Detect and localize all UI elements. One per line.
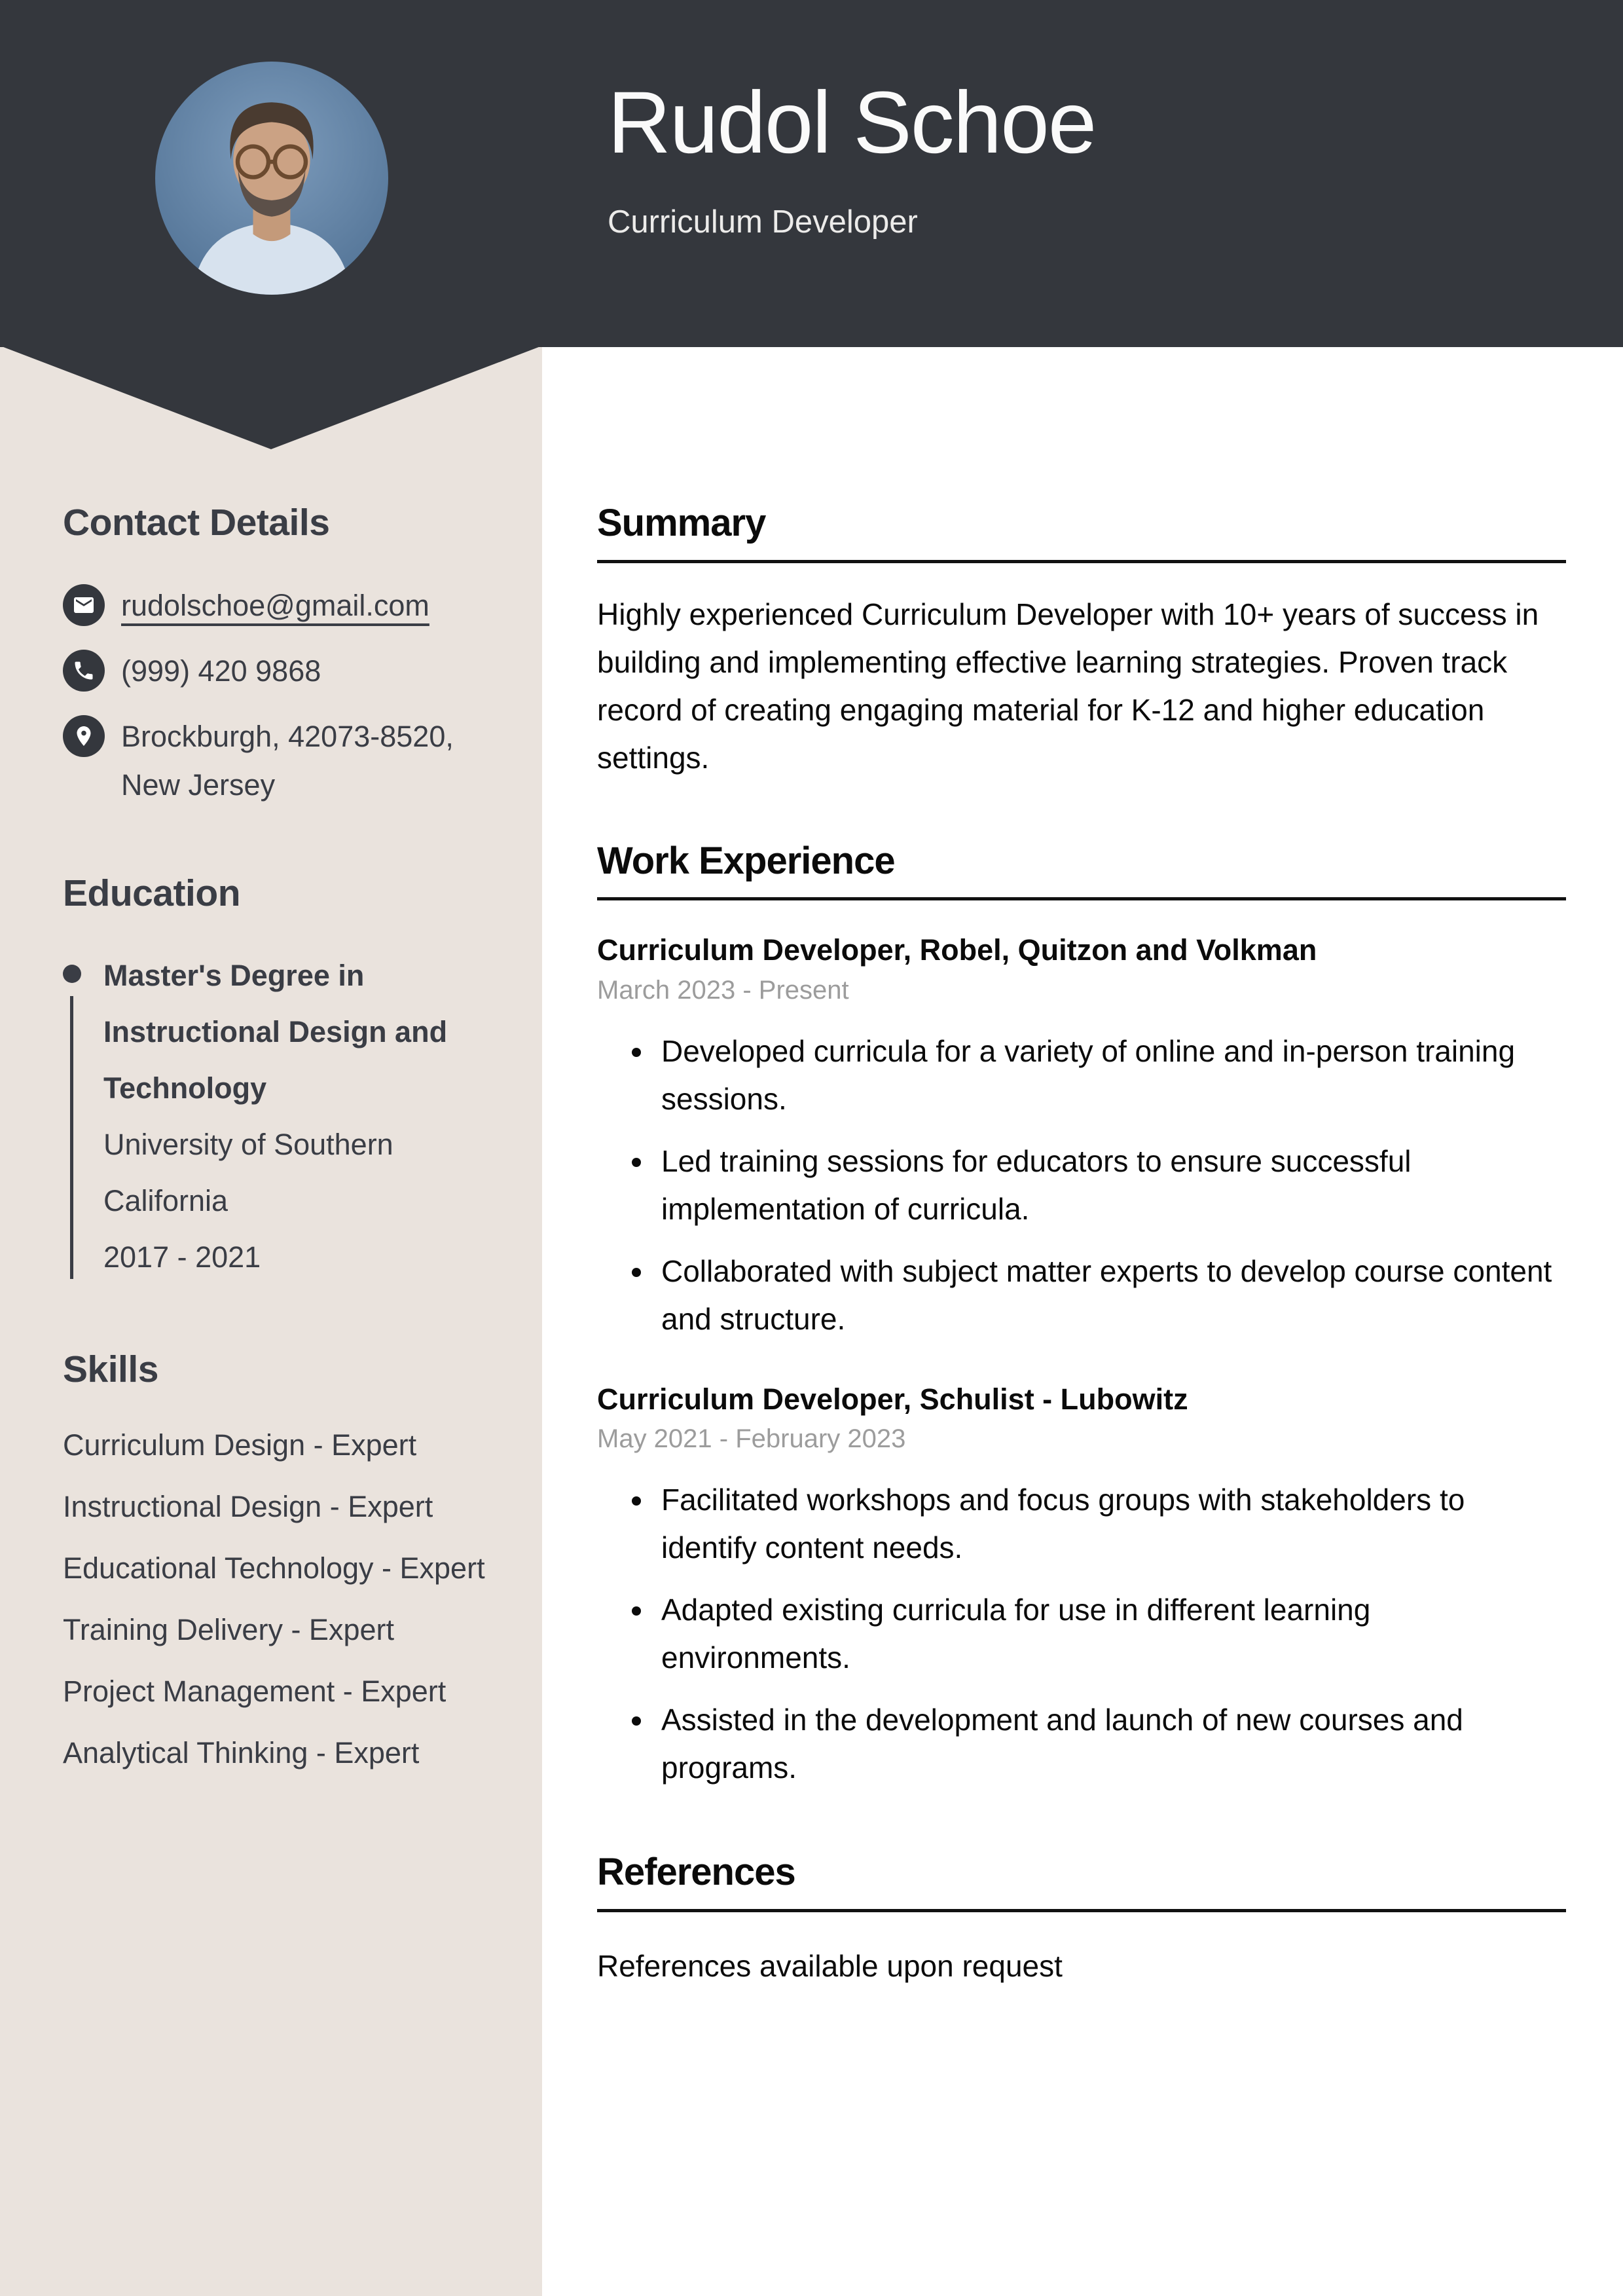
skill-item: Training Delivery - Expert — [63, 1612, 394, 1646]
references-rule — [597, 1909, 1566, 1912]
summary-text: Highly experienced Curriculum Developer with 10+ years of success in building and implementing effective learning strategies. Proven track record of creating engaging material for K-12 and higher education settings. — [597, 597, 1539, 775]
job-title: Curriculum Developer, Robel, Quitzon and Volkman — [597, 933, 1317, 967]
sidebar — [63, 502, 498, 1790]
education-heading: Education — [63, 872, 241, 914]
job-dates: May 2021 - February 2023 — [597, 1424, 906, 1453]
education-years: 2017 - 2021 — [103, 1240, 261, 1274]
job-bullet: • Developed curricula for a variety of online and in-person training sessions. — [655, 1028, 1566, 1123]
contact-row-email — [63, 582, 498, 630]
email-link[interactable]: rudolschoe@gmail.com — [121, 588, 429, 622]
phone-number: (999) 420 9868 — [121, 654, 321, 688]
job-entry — [597, 932, 1566, 1342]
job-bullet: • Assisted in the development and launch of new courses and programs. — [655, 1696, 1566, 1792]
skill-item: Educational Technology - Expert — [63, 1551, 485, 1585]
summary-heading: Summary — [597, 502, 766, 544]
skill-item: Curriculum Design - Expert — [63, 1428, 417, 1462]
contact-details-heading: Contact Details — [63, 502, 330, 544]
education-degree: Master's Degree in Instructional Design and Technology — [103, 959, 448, 1105]
address-text: Brockburgh, 42073-8520, New Jersey — [121, 719, 454, 802]
work-experience-heading: Work Experience — [597, 839, 895, 882]
person-job-title: Curriculum Developer — [608, 204, 918, 240]
references-text: References available upon request — [597, 1948, 1063, 1983]
job-dates: March 2023 - Present — [597, 975, 849, 1005]
job-entry — [597, 1381, 1566, 1792]
skill-item: Analytical Thinking - Expert — [63, 1735, 420, 1769]
skills-list — [63, 1420, 495, 1778]
skills-heading: Skills — [63, 1348, 158, 1391]
location-pin-icon — [63, 715, 105, 757]
person-name: Rudol Schoe — [608, 74, 1096, 172]
job-title: Curriculum Developer, Schulist - Lubowitz — [597, 1382, 1188, 1416]
job-bullet: • Led training sessions for educators to ensure successful implementation of curricula. — [655, 1138, 1566, 1233]
education-school: University of Southern California — [103, 1128, 393, 1218]
work-experience-rule — [597, 897, 1566, 900]
contact-list — [63, 582, 498, 809]
job-bullet: • Collaborated with subject matter experts to develop course content and structure. — [655, 1248, 1566, 1343]
timeline-line — [70, 996, 73, 1279]
profile-photo — [155, 62, 388, 295]
job-bullet: • Facilitated workshops and focus groups with stakeholders to identify content needs. — [655, 1476, 1566, 1572]
references-section — [597, 1851, 1566, 1990]
summary-rule — [597, 560, 1566, 563]
job-bullet-list — [597, 1476, 1566, 1792]
education-entry — [63, 948, 456, 1286]
skill-item: Project Management - Expert — [63, 1674, 447, 1708]
skill-item: Instructional Design - Expert — [63, 1489, 433, 1523]
profile-photo-illustration — [155, 62, 388, 295]
work-experience-section — [597, 840, 1566, 1792]
envelope-icon — [63, 584, 105, 626]
timeline-dot — [63, 965, 81, 983]
job-bullet-list — [597, 1028, 1566, 1343]
job-bullet: • Adapted existing curricula for use in different learning environments. — [655, 1586, 1566, 1682]
contact-row-address — [63, 713, 498, 809]
summary-section — [597, 502, 1566, 782]
main-content — [597, 502, 1566, 1990]
phone-icon — [63, 650, 105, 692]
references-heading: References — [597, 1850, 795, 1893]
contact-row-phone — [63, 647, 498, 695]
header-text-block — [608, 74, 1563, 240]
